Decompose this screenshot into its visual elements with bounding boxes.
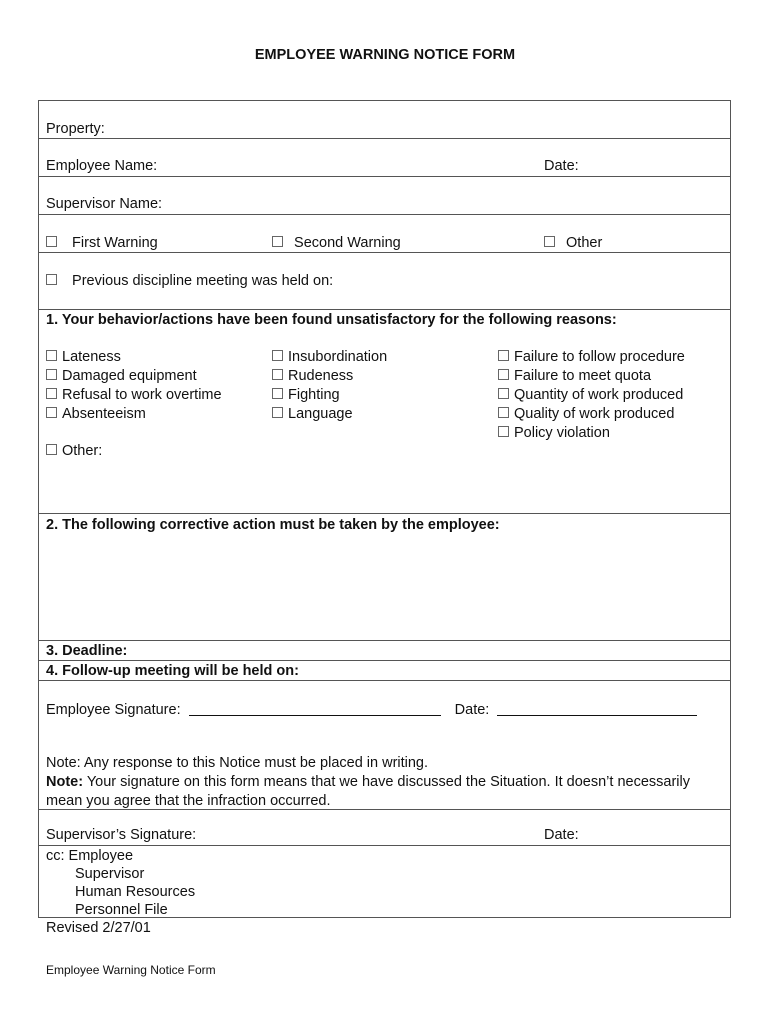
reason-option[interactable]: Insubordination <box>272 348 387 367</box>
supervisor-signature-date-label: Date: <box>544 827 579 843</box>
second-warning-option[interactable] <box>272 235 401 251</box>
employee-signature-date-label: Date: <box>454 702 490 718</box>
reason-option[interactable]: Quantity of work produced <box>498 386 685 405</box>
divider <box>38 660 731 661</box>
date-label: Date: <box>544 158 579 174</box>
supervisor-name-label: Supervisor Name: <box>46 196 163 212</box>
note-line: Note: Any response to this Notice must be placed in writing. <box>46 755 429 771</box>
notes <box>46 754 690 811</box>
checkbox-icon[interactable] <box>46 350 57 361</box>
checkbox-icon[interactable] <box>498 350 509 361</box>
reason-option[interactable]: Damaged equipment <box>46 367 222 386</box>
employee-name-label: Employee Name: <box>46 158 158 174</box>
reason-option[interactable]: Language <box>272 405 387 424</box>
divider <box>38 138 731 139</box>
checkbox-icon[interactable] <box>46 369 57 380</box>
section3-heading: 3. Deadline: <box>46 643 128 659</box>
checkbox-icon[interactable] <box>46 388 57 399</box>
reason-option[interactable]: Failure to follow procedure <box>498 348 685 367</box>
divider <box>38 640 731 641</box>
employee-signature-label: Employee Signature: <box>46 702 181 718</box>
other-warning-option[interactable] <box>544 235 602 251</box>
reason-option[interactable]: Absenteeism <box>46 405 222 424</box>
divider <box>38 845 731 846</box>
divider <box>38 176 731 177</box>
cc-recipient: Personnel File <box>75 902 168 918</box>
reasons-col3 <box>498 348 685 443</box>
employee-signature-date-line[interactable] <box>497 701 697 716</box>
section4-heading: 4. Follow-up meeting will be held on: <box>46 663 299 679</box>
cc-recipient: Human Resources <box>75 884 196 900</box>
reason-option[interactable]: Fighting <box>272 386 387 405</box>
reason-option[interactable]: Rudeness <box>272 367 387 386</box>
property-label: Property: <box>46 121 105 137</box>
employee-signature-row <box>46 701 697 718</box>
other-reason-label: Other: <box>62 443 103 459</box>
reason-option[interactable]: Refusal to work overtime <box>46 386 222 405</box>
cc-recipient: Supervisor <box>75 866 145 882</box>
cc-list <box>46 847 195 919</box>
checkbox-icon[interactable] <box>46 274 57 285</box>
divider <box>38 680 731 681</box>
checkbox-icon[interactable] <box>498 407 509 418</box>
checkbox-icon[interactable] <box>272 350 283 361</box>
other-warning-label: Other <box>566 235 603 251</box>
second-warning-label: Second Warning <box>294 235 401 251</box>
revised-date: Revised 2/27/01 <box>46 920 151 936</box>
reason-option[interactable]: Policy violation <box>498 424 685 443</box>
employee-signature-line[interactable] <box>189 701 441 716</box>
reason-option[interactable]: Failure to meet quota <box>498 367 685 386</box>
previous-meeting-label: Previous discipline meeting was held on: <box>72 273 334 289</box>
divider <box>38 214 731 215</box>
supervisor-signature-label: Supervisor’s Signature: <box>46 827 197 843</box>
form-title: EMPLOYEE WARNING NOTICE FORM <box>254 47 516 63</box>
divider <box>38 252 731 253</box>
note-line: mean you agree that the infraction occurred. <box>46 793 331 809</box>
reason-option[interactable]: Quality of work produced <box>498 405 685 424</box>
checkbox-icon[interactable] <box>544 236 555 247</box>
other-reason-option[interactable] <box>46 443 102 459</box>
first-warning-option[interactable] <box>46 235 158 251</box>
section2-heading: 2. The following corrective action must be taken by the employee: <box>46 517 500 533</box>
reasons-col1 <box>46 348 222 424</box>
checkbox-icon[interactable] <box>272 407 283 418</box>
previous-meeting-option[interactable] <box>46 273 333 289</box>
first-warning-label: First Warning <box>72 235 158 251</box>
checkbox-icon[interactable] <box>46 407 57 418</box>
reasons-col2 <box>272 348 387 424</box>
section1-heading: 1. Your behavior/actions have been found unsatisfactory for the following reasons: <box>46 312 617 328</box>
checkbox-icon[interactable] <box>272 369 283 380</box>
note-line: Note: Your signature on this form means that we have discussed the Situation. It doesn’t necessarily <box>46 774 690 790</box>
divider <box>38 513 731 514</box>
checkbox-icon[interactable] <box>46 444 57 455</box>
reason-option[interactable]: Lateness <box>46 348 222 367</box>
checkbox-icon[interactable] <box>498 426 509 437</box>
checkbox-icon[interactable] <box>498 388 509 399</box>
divider <box>38 309 731 310</box>
checkbox-icon[interactable] <box>46 236 57 247</box>
cc-label: cc: Employee <box>46 848 134 864</box>
checkbox-icon[interactable] <box>272 388 283 399</box>
page-footer: Employee Warning Notice Form <box>46 963 216 977</box>
checkbox-icon[interactable] <box>498 369 509 380</box>
checkbox-icon[interactable] <box>272 236 283 247</box>
